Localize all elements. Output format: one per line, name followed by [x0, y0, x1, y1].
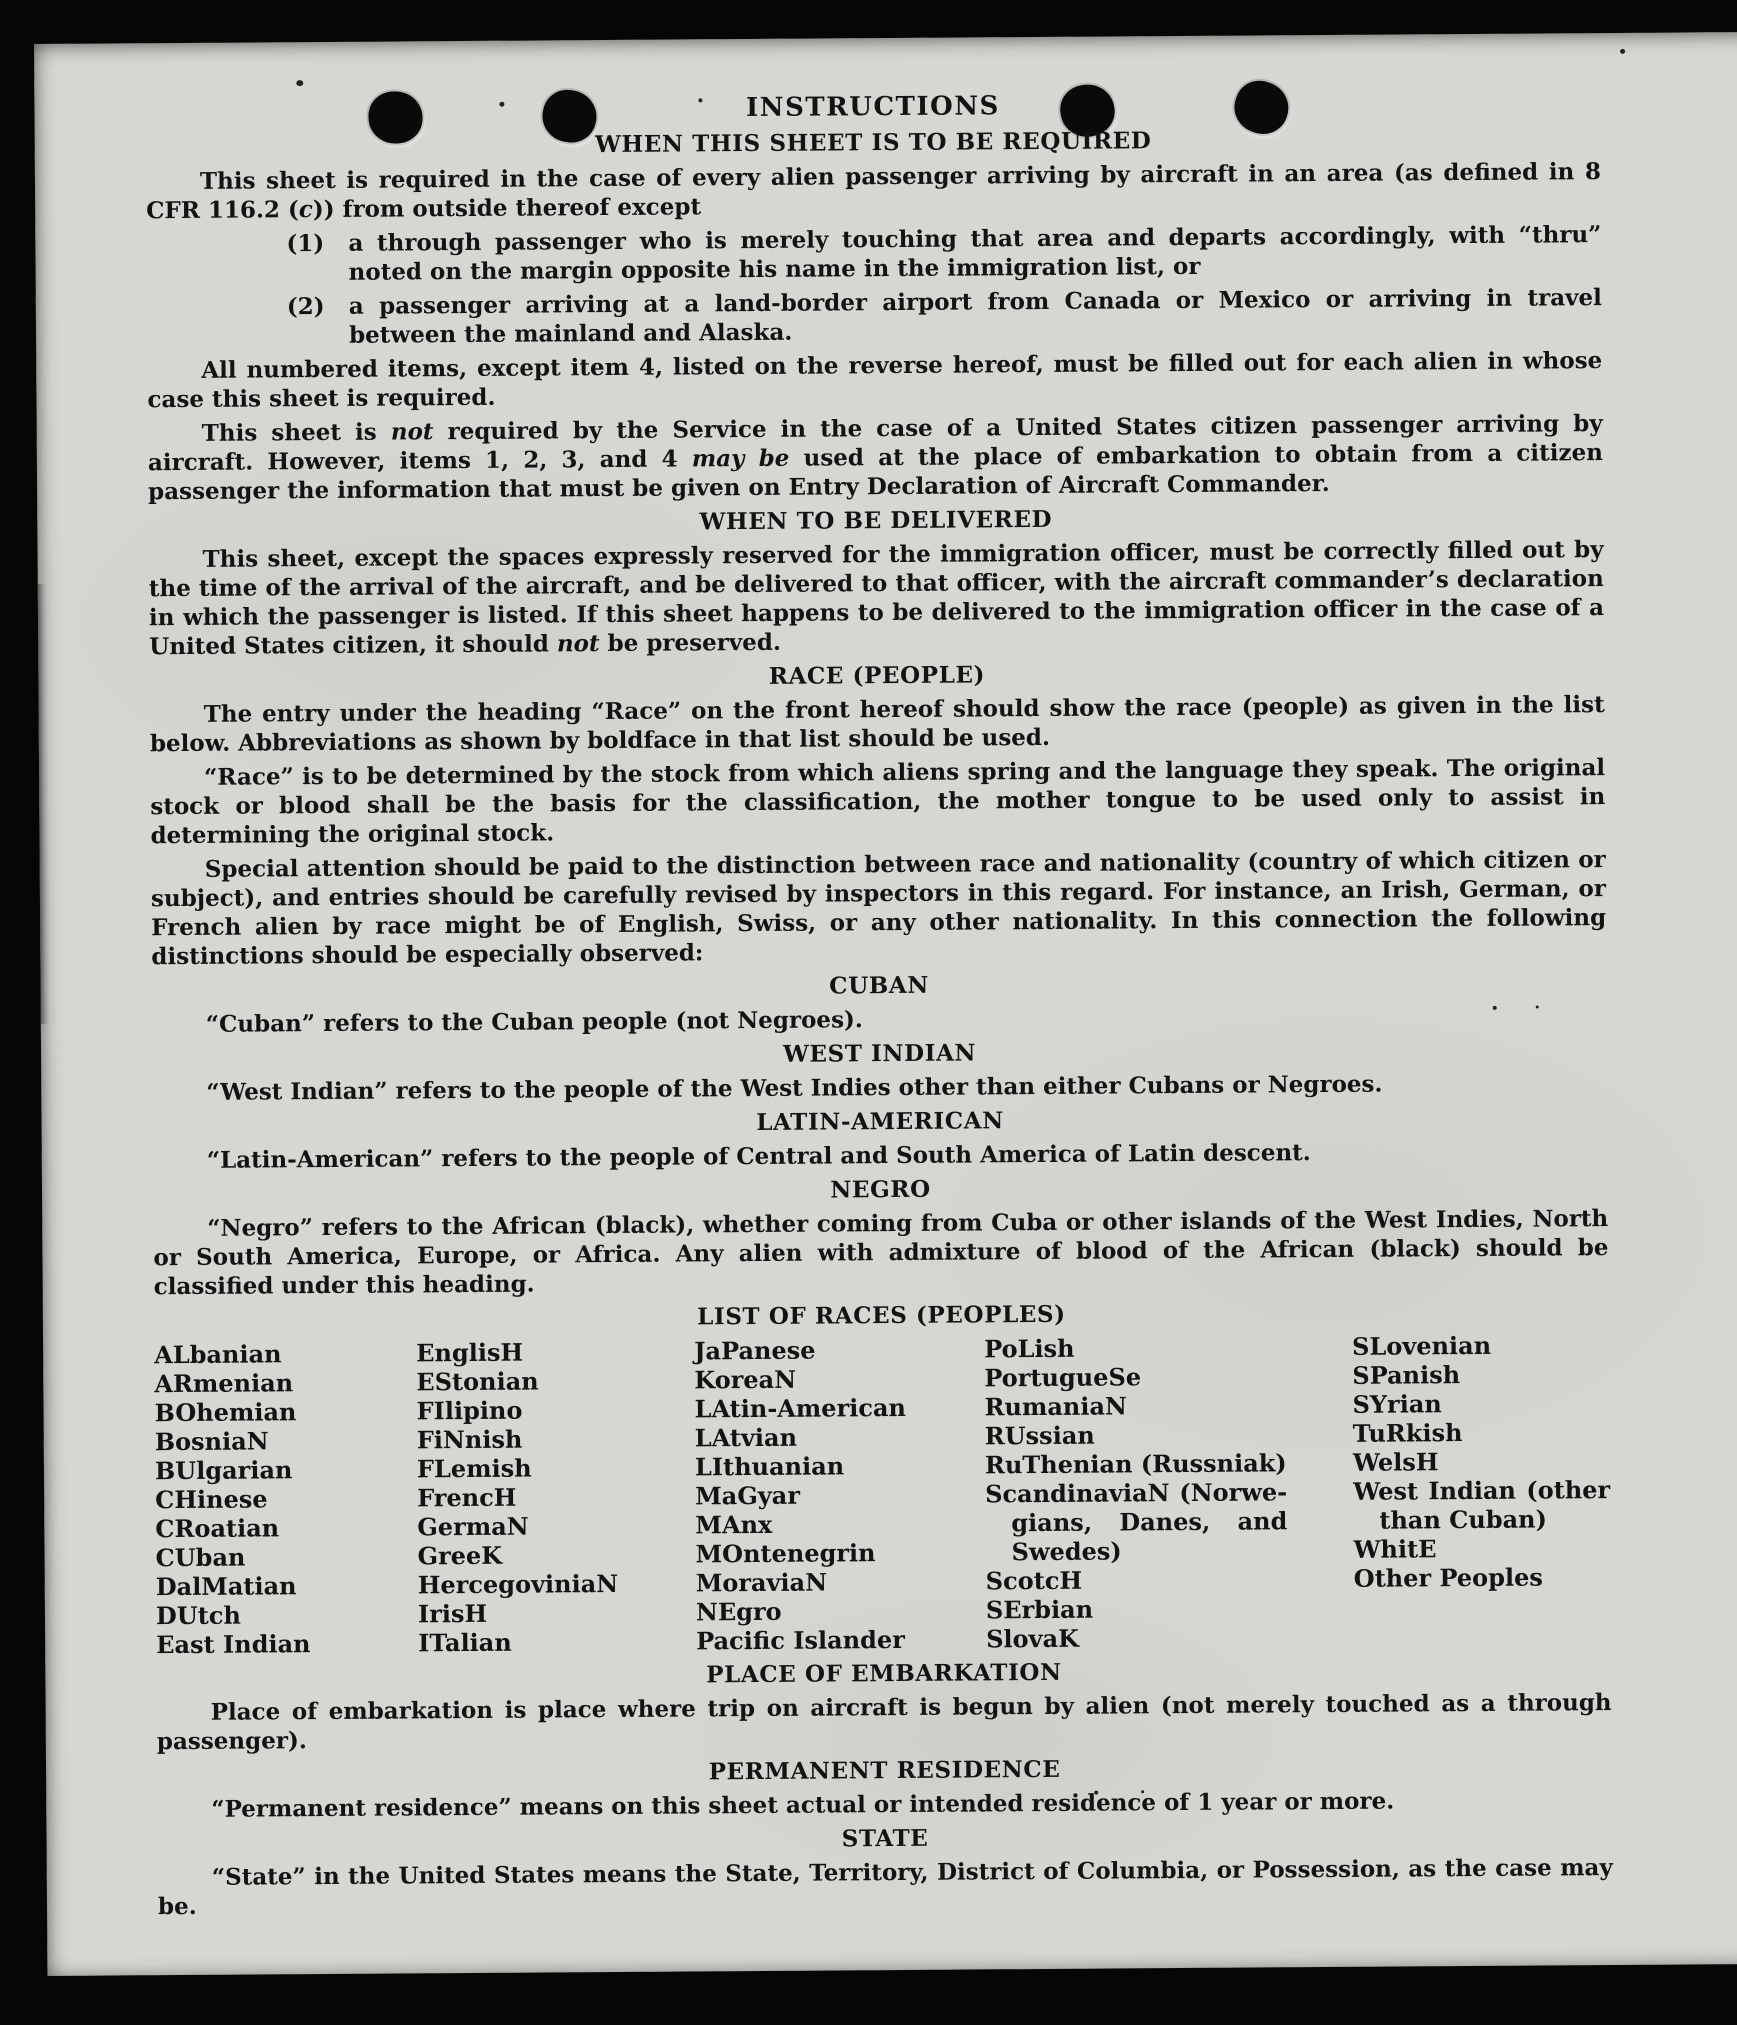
document-page: [34, 32, 1737, 1976]
race-item: ScandinaviaN (Norwe-: [985, 1477, 1288, 1509]
race-item: LAtvian: [694, 1422, 798, 1453]
races-column-3: [694, 1334, 986, 1655]
paragraph-west-indian: “West Indian” refers to the people of the West Indies other than either Cubans or Negroes.: [206, 1070, 1383, 1106]
italic-text: c: [298, 196, 313, 224]
race-item: RuThenian (Russniak): [984, 1448, 1287, 1480]
race-item: ARmenian: [154, 1368, 294, 1399]
race-item: RumaniaN: [984, 1391, 1128, 1422]
race-item: KoreaN: [694, 1364, 797, 1395]
item-text: a passenger arriving at a land-border airport from Canada or Mexico or arriving in travel between the mainland and Alaska.: [348, 284, 1602, 349]
page-edge-smudge: [38, 584, 50, 1024]
race-item: FLemish: [416, 1453, 532, 1484]
race-item: ALbanian: [154, 1339, 282, 1370]
race-item: RUssian: [984, 1420, 1095, 1451]
section-heading-state: STATE: [841, 1824, 929, 1853]
race-item: CUban: [155, 1542, 246, 1573]
page-title: INSTRUCTIONS: [745, 91, 1000, 124]
race-item: EStonian: [416, 1366, 539, 1397]
race-item: EnglisH: [416, 1337, 524, 1368]
race-item: ScotcH: [985, 1565, 1083, 1596]
race-item-continuation: gians, Danes, and: [1011, 1506, 1288, 1538]
paragraph-text: required by the Service in the case of a United States citizen passenger arriving by aircraft. However, items 1, 2, 3, and 4: [147, 410, 1603, 477]
race-item: SPanish: [1352, 1360, 1461, 1390]
section-heading-negro: NEGRO: [830, 1175, 931, 1204]
race-item: Other Peoples: [1353, 1562, 1543, 1593]
paragraph-race-entry: [150, 690, 1605, 758]
section-heading-race: RACE (PEOPLE): [768, 661, 986, 690]
race-item: BosniaN: [154, 1426, 269, 1457]
paragraph-intro: [146, 157, 1601, 225]
section-heading-when-required: WHEN THIS SHEET IS TO BE REQUIRED: [594, 127, 1152, 159]
race-item: ITalian: [418, 1627, 512, 1658]
paragraph-negro: “Negro” refers to the African (black), whether coming from Cuba or other islands of the West Indies, North or South America, Europe, or Africa. Any alien with admixture of blood of the African (black) should be classified under this heading.: [153, 1205, 1609, 1301]
section-heading-residence: PERMANENT RESIDENCE: [708, 1755, 1061, 1786]
race-item: HercegoviniaN: [417, 1568, 619, 1600]
race-item-continuation: than Cuban): [1379, 1504, 1548, 1535]
paragraph-text: be preserved.: [599, 628, 782, 658]
race-item: WelsH: [1352, 1447, 1439, 1477]
paragraph-latin-american: “Latin-American” refers to the people of Central and South America of Latin descent.: [206, 1139, 1311, 1174]
paragraph-race-attention: Special attention should be paid to the distinction between race and nationality (country of which citizen or subject), and entries should be carefully revised by inspectors in this regard. For instance, an Irish, German, or French alien by race might be of English, Swiss, or any other nationality. In this connection the following distinctions should be especially observed:: [150, 846, 1607, 971]
race-item: LAtin-American: [694, 1392, 907, 1424]
race-item: Pacific Islander: [696, 1624, 905, 1656]
paragraph-race-determined: “Race” is to be determined by the stock from which aliens spring and the language they speak. The original stock or blood shall be the basis for the classification, the mother tongue to be used only to assist in determining the original stock.: [150, 754, 1606, 850]
section-heading-races-list: LIST OF RACES (PEOPLES): [697, 1300, 1066, 1331]
race-item: CHinese: [155, 1484, 268, 1515]
race-item: CRoatian: [155, 1513, 280, 1544]
races-list: [154, 1330, 1611, 1659]
race-item: NEgro: [695, 1596, 782, 1627]
race-item: SErbian: [985, 1594, 1094, 1625]
race-item: DUtch: [155, 1600, 241, 1631]
paragraph-text: in that list should be used.: [696, 723, 1051, 754]
item-text: a through passenger who is merely touching that area and departs accordingly, with “thru” noted on the margin opposite his name in the immigration list, or: [348, 221, 1602, 286]
paragraph-text: This sheet is: [201, 418, 391, 447]
race-item: IrisH: [417, 1598, 488, 1629]
race-item: TuRkish: [1352, 1418, 1463, 1448]
paragraph-state: “State” in the United States means the State, Territory, District of Columbia, or Possession, as the case may be.: [157, 1854, 1613, 1921]
race-item: BUlgarian: [154, 1455, 293, 1486]
race-item: West Indian (other: [1353, 1475, 1611, 1506]
race-item: PoLish: [984, 1333, 1075, 1364]
race-item: SLovenian: [1352, 1330, 1492, 1361]
paragraph-embarkation: Place of embarkation is place where trip on aircraft is begun by alien (not merely touched as a through passenger).: [156, 1689, 1612, 1756]
race-item: SYrian: [1352, 1389, 1442, 1419]
paragraph-text: )) from outside thereof except: [312, 193, 702, 224]
paragraph-all-items: All numbered items, except item 4, listed on the reverse hereof, must be filled out for each alien in whose case this sheet is required.: [147, 347, 1603, 414]
paragraph-text: This sheet, except the spaces expressly reserved for the immigration officer, must be correctly filled out by the time of the arrival of the aircraft, and be delivered to that officer, with the aircraft commander’s declaration in which the passenger is listed. If this sheet happens to be delivered to the immigration officer in the case of a United States citizen, it should: [148, 536, 1605, 661]
paragraph-text: used at the place of embarkation to obtain from a citizen passenger the information that must be given on Entry Declaration of Aircraft Commander.: [148, 439, 1604, 506]
race-item: East Indian: [156, 1629, 311, 1660]
paragraph-residence: “Permanent residence” means on this sheet actual or intended residence of 1 year or more.: [211, 1787, 1395, 1823]
races-column-4: [984, 1332, 1354, 1654]
race-item: MaGyar: [695, 1480, 801, 1511]
paragraph-text: This sheet is required in the case of every alien passenger arriving by aircraft in an area (as defined in 8 CFR 116.2 (: [146, 158, 1602, 225]
section-heading-latin-american: LATIN-AMERICAN: [756, 1107, 1004, 1136]
race-item: MOntenegrin: [695, 1538, 876, 1569]
races-column-1: [154, 1338, 418, 1659]
race-item: LIthuanian: [694, 1451, 845, 1482]
numbered-item-1: [146, 220, 1601, 288]
race-item: BOhemian: [154, 1397, 297, 1428]
scan-speck: [1620, 49, 1625, 54]
race-item: SlovaK: [986, 1623, 1080, 1654]
race-item: DalMatian: [155, 1571, 297, 1602]
race-item: FIlipino: [416, 1395, 523, 1426]
boldface-text: boldface: [587, 726, 697, 755]
paragraph-delivered: [149, 535, 1605, 661]
race-item: GreeK: [417, 1540, 503, 1571]
race-item: FrencH: [417, 1482, 517, 1513]
document-content: [145, 33, 1613, 1921]
section-heading-when-delivered: WHEN TO BE DELIVERED: [699, 505, 1053, 536]
race-item-continuation: Swedes): [1011, 1536, 1122, 1567]
item-number: (2): [286, 292, 325, 321]
italic-text: not: [390, 418, 434, 446]
race-item: GermaN: [417, 1511, 529, 1542]
race-item: MAnx: [695, 1509, 773, 1540]
race-item: FiNnish: [416, 1424, 523, 1455]
race-item: MoraviaN: [695, 1567, 828, 1598]
race-item: PortugueSe: [984, 1362, 1142, 1393]
races-column-5: [1352, 1330, 1611, 1651]
section-heading-cuban: CUBAN: [829, 971, 930, 1000]
section-heading-west-indian: WEST INDIAN: [782, 1039, 977, 1068]
races-column-2: [416, 1336, 696, 1657]
race-item: JaPanese: [694, 1335, 816, 1366]
italic-text: may be: [691, 444, 790, 473]
numbered-item-2: [147, 283, 1602, 351]
section-heading-embarkation: PLACE OF EMBARKATION: [706, 1658, 1062, 1689]
paragraph-cuban: “Cuban” refers to the Cuban people (not Negroes).: [205, 1006, 863, 1038]
paragraph-text: The entry under the heading “Race” on the front hereof should show the race (people) as given in the list below. Abbreviations as shown by: [149, 691, 1605, 758]
race-item: WhitE: [1353, 1534, 1437, 1564]
italic-text: not: [556, 630, 600, 658]
item-number: (1): [286, 229, 325, 258]
paragraph-not-required: [148, 409, 1604, 506]
